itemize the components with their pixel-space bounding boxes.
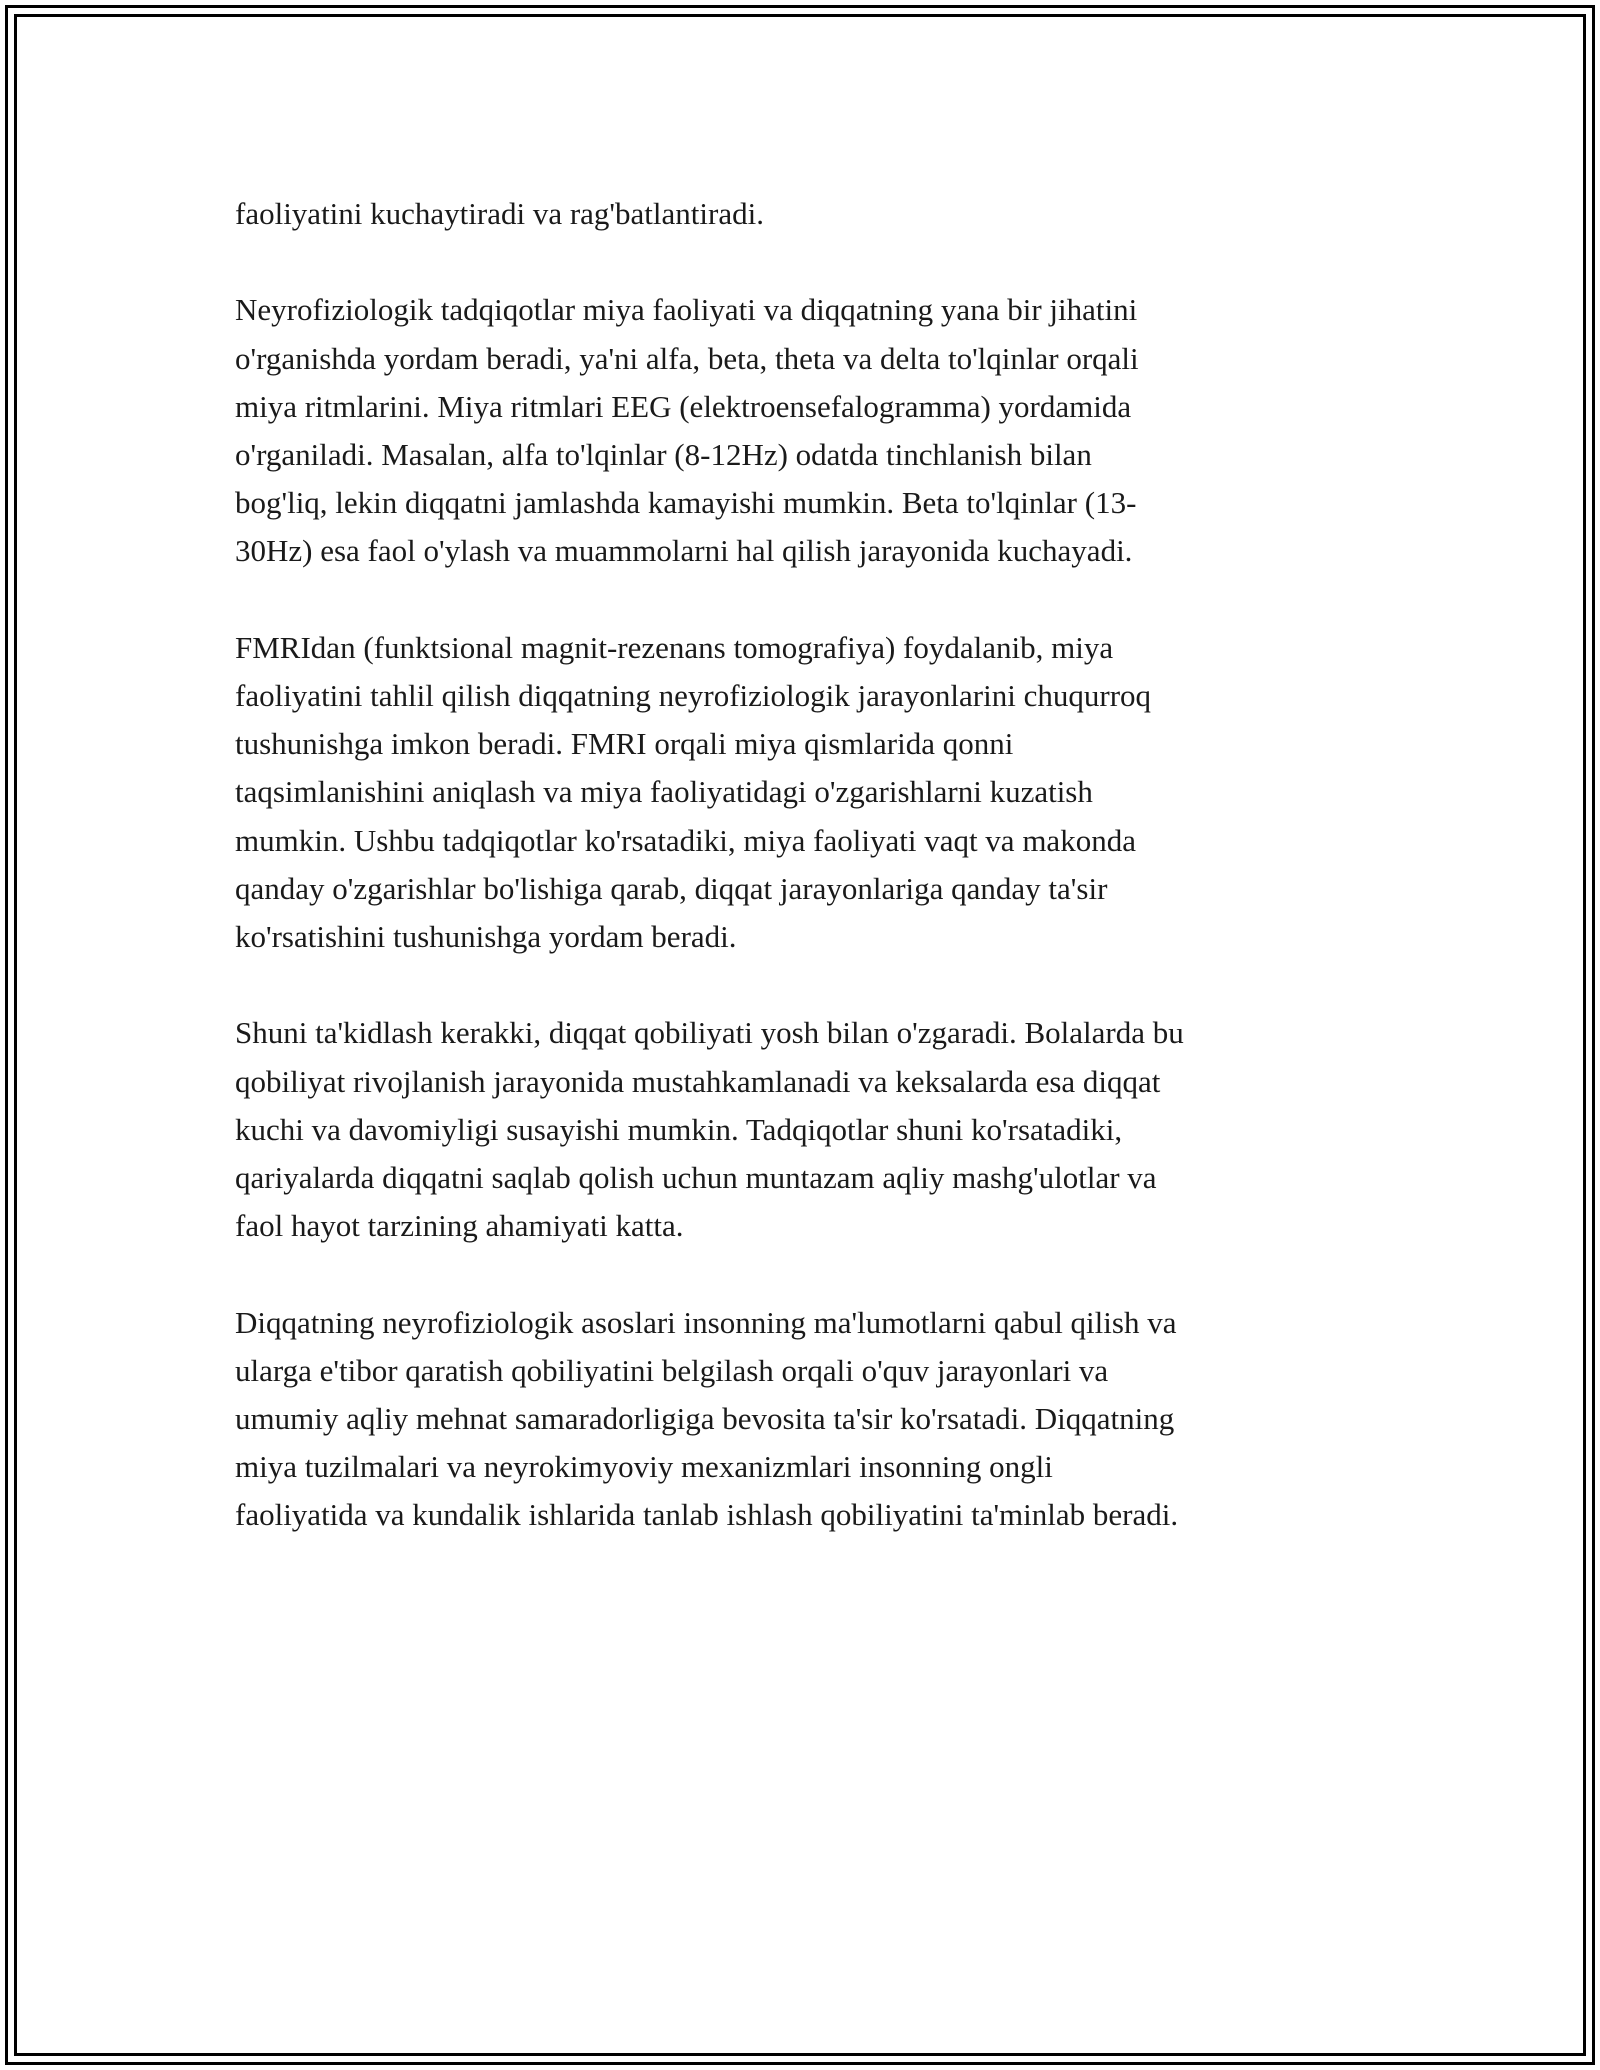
paragraph-conclusion: Diqqatning neyrofiziologik asoslari insonning ma'lumotlarni qabul qilish va ularga e'tibor qaratish qobiliyatini belgilash orqali o'quv jarayonlari va umumiy aqliy mehnat samaradorligiga bevosita ta'sir ko'rsatadi. Diqqatning miya tuzilmalari va neyrokimyoviy mexanizmlari insonning ongli faoliyatida va kundalik ishlarida tanlab ishlash qobiliyatini ta'minlab beradi. [235, 1304, 1179, 1533]
paragraph-continuation: faoliyatini kuchaytiradi va rag'batlantiradi. [235, 196, 764, 231]
paragraph-age-attention: Shuni ta'kidlash kerakki, diqqat qobiliyati yosh bilan o'zgaradi. Bolalarda bu qobiliyat rivojlanish jarayonida mustahkamlanadi va keksalarda esa diqqat kuchi va davomiyligi susayishi mumkin. Tadqiqotlar shuni ko'rsatadiki, qariyalarda diqqatni saqlab qolish uchun muntazam aqliy mashg'ulotlar va faol hayot tarzining ahamiyati katta. [235, 1015, 1184, 1244]
paragraph-fmri: FMRIdan (funktsional magnit-rezenans tomografiya) foydalanib, miya faoliyatini tahlil qilish diqqatning neyrofiziologik jarayonlarini chuqurroq tushunishga imkon beradi. FMRI orqali miya qismlarida qonni taqsimlanishini aniqlash va miya faoliyatidagi o'zgarishlarni kuzatish mumkin. Ushbu tadqiqotlar ko'rsatadiki, miya faoliyati vaqt va makonda qanday o'zgarishlar bo'lishiga qarab, diqqat jarayonlariga qanday ta'sir ko'rsatishini tushunishga yordam beradi. [235, 629, 1152, 955]
document-body [235, 190, 1375, 1588]
paragraph-brain-rhythms: Neyrofiziologik tadqiqotlar miya faoliyati va diqqatning yana bir jihatini o'rganishda yordam beradi, ya'ni alfa, beta, theta va delta to'lqinlar orqali miya ritmlarini. Miya ritmlari EEG (elektroensefalogramma) yordamida o'rganiladi. Masalan, alfa to'lqinlar (8-12Hz) odatda tinchlanish bilan bog'liq, lekin diqqatni jamlashda kamayishi mumkin. Beta to'lqinlar (13- 30Hz) esa faol o'ylash va muammolarni hal qilish jarayonida kuchayadi. [235, 292, 1139, 569]
